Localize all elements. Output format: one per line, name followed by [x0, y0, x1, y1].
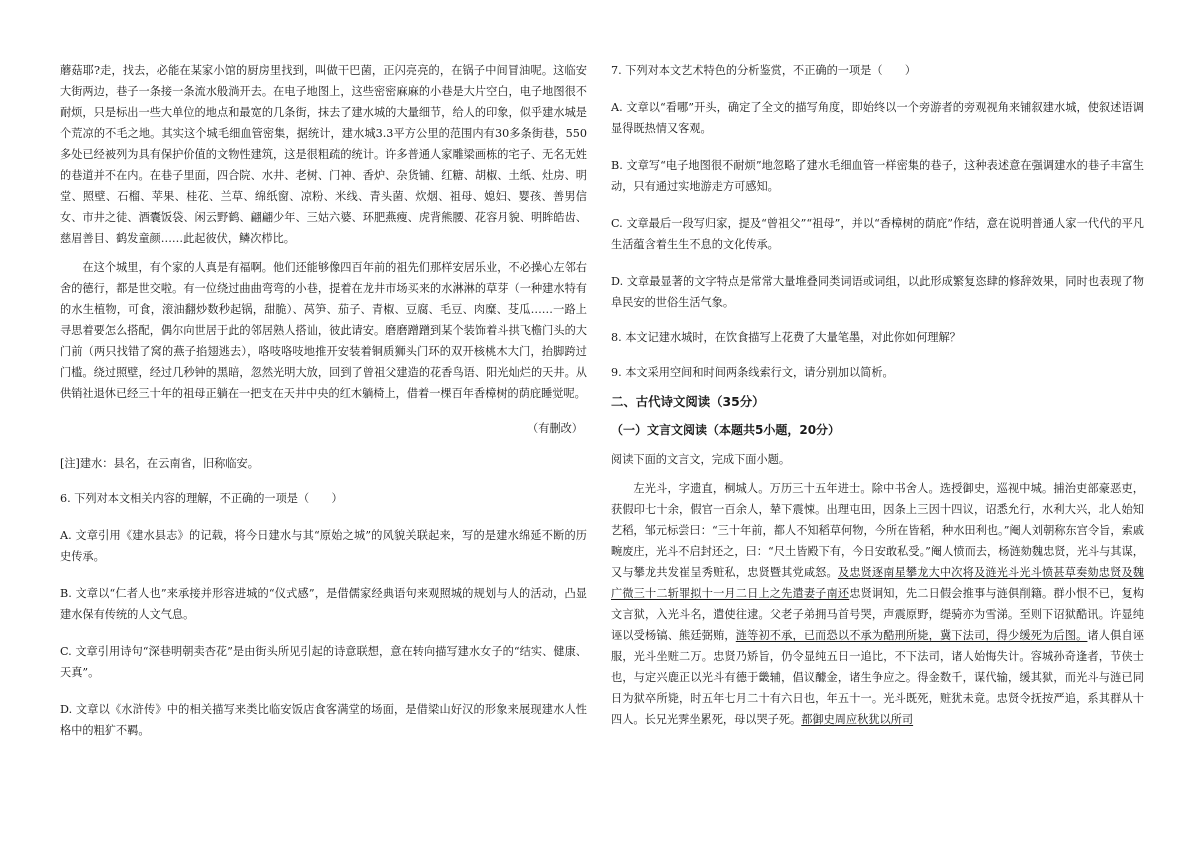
question-7: 7. 下列对本文艺术特色的分析鉴赏，不正确的一项是（ ） [611, 64, 917, 77]
question-6: 6. 下列对本文相关内容的理解，不正确的一项是（ ） [60, 492, 343, 505]
footnote: [注]建水：县名，在云南省，旧称临安。 [60, 457, 259, 470]
subsection-heading: （一）文言文阅读（本题共5小题，20分） [611, 423, 841, 437]
underlined-sentence: 及忠贤逐南星攀龙大中次将及涟光斗光斗愤甚草奏劾忠贤及魏广微三十二斩罪拟十一月二日上之先遣妻子南还 [611, 566, 1144, 600]
question-6-option-b: B. 文章以“仁者人也”来承接并形容进城的“仪式感”，是借儒家经典语句来观照城的规划与人的活动，凸显建水保有传统的人文气息。 [60, 587, 587, 621]
right-column [611, 60, 1144, 730]
question-7-option-d: D. 文章最显著的文字特点是常常大量堆叠同类词语或词组，以此形成繁复恣肆的修辞效果，同时也表现了物阜民安的世俗生活气象。 [611, 275, 1144, 309]
underlined-sentence: 都御史周应秋犹以所司 [801, 713, 914, 726]
section-heading: 二、古代诗文阅读（35分） [611, 394, 765, 409]
question-8: 8. 本文记建水城时，在饮食描写上花费了大量笔墨，对此你如何理解？ [611, 331, 961, 344]
classical-passage [611, 478, 1144, 730]
question-6-option-d: D. 文章以《水浒传》中的相关描写来类比临安饭店食客满堂的场面，是借梁山好汉的形象来展现建水人性格中的粗犷不羁。 [60, 703, 587, 737]
question-7-option-b: B. 文章写“电子地图很不耐烦”地忽略了建水毛细血管一样密集的巷子，这种表述意在强调建水的巷子丰富生动，只有通过实地游走方可感知。 [611, 159, 1144, 193]
question-7-option-a: A. 文章以“看哪”开头，确定了全文的描写角度，即始终以一个旁游者的旁观视角来铺叙建水城，使叙述语调显得既热情又客观。 [611, 101, 1144, 135]
question-7-option-c: C. 文章最后一段写归家，提及“曾祖父”“祖母”，并以“香樟树的荫庇”作结，意在说明普通人家一代代的平凡生活蕴含着生生不息的文化传承。 [611, 217, 1144, 251]
reading-instruction: 阅读下面的文言文，完成下面小题。 [611, 453, 791, 466]
passage-text: 忠贤诇知，先二日假会推事与涟俱削籍。群小恨不已，复构文言狱，入光斗名，遣使往逮。父老子弟拥马首号哭，声震原野，缇骑亦为雪涕。至则下诏狱酷讯。许显纯诬以受杨镐、熊廷弼贿， [611, 587, 1144, 642]
question-6-option-a: A. 文章引用《建水县志》的记载，将今日建水与其“原始之城”的风貌关联起来，写的是建水绵延不断的历史传承。 [60, 529, 587, 563]
passage-paragraph: 蘑菇耶?走，找去，必能在某家小馆的厨房里找到，叫做干巴菌，正闪亮亮的，在锅子中间冒油呢。这临安大街两边，巷子一条接一条流水般淌开去。在电子地图上，这些密密麻麻的小巷是大片空白，电子地图很不耐烦，只是标出一些大单位的地点和最宽的几条街，抹去了建水城的大量细节，给人的印象，似乎建水城是个荒凉的不毛之地。其实这个城毛细血管密集，据统计，建水城3.3平方公里的范围内有30多条街巷，550多处已经被列为具有保护价值的文物性建筑，这是很粗疏的统计。许多普通人家雕梁画栋的宅子、无名无姓的巷道并不在内。在巷子里面，四合院、水井、老树、门神、香炉、杂货铺、红糖、胡椒、土纸、灶房、明堂、照壁、石榴、苹果、桂花、兰草、绵纸窗、凉粉、米线、青头菌、炊烟、祖母、媳妇、婴孩、善男信女、市井之徒、酒囊饭袋、闲云野鹤、翩翩少年、三姑六婆、环肥燕瘦、虎背熊腰、花容月貌、明眸皓齿、慈眉善目、鹤发童颜……此起彼伏，鳞次栉比。 [60, 64, 587, 245]
question-6-option-c: C. 文章引用诗句“深巷明朝卖杏花”是由街头所见引起的诗意联想，意在转向描写建水女子的“结实、健康、天真”。 [60, 645, 587, 679]
passage-text: 左光斗，字遗直，桐城人。万历三十五年进士。除中书舍人。选授御史，巡视中城。捕治吏部豪恶吏，获假印七十余，假官一百余人，辇下震悚。出理屯田，因条上三因十四议，诏悉允行，水利大兴，北人始知艺稻，邹元标尝曰：“三十年前，都人不知稻草何物，今所在皆稻，种水田利也。”阉人刘朝称东宫令旨，索戚畹废庄，光斗不启封还之，曰：“尺土皆殿下有，今日安敢私受。”阉人愤而去，杨涟劾魏忠贤，光斗与其谋，又与攀龙共发崔呈秀赃私，忠贤暨其党咸怒。 [611, 482, 1144, 579]
question-9: 9. 本文采用空间和时间两条线索行文，请分别加以简析。 [611, 366, 894, 379]
passage-paragraph: 在这个城里，有个家的人真是有福啊。他们还能够像四百年前的祖先们那样安居乐业，不必操心左邻右舍的德行，都是世交啦。有一位绕过曲曲弯弯的小巷，提着在龙井市场买来的水淋淋的草芽（一种建水特有的水生植物，可食，滚油翻炒数秒起锅，甜脆）、莴笋、茄子、青椒、豆腐、毛豆、肉糜、芟瓜……一路上寻思着要怎么搭配，偶尔向世居于此的邻居熟人搭讪，彼此请安。磨磨蹭蹭到某个装饰着斗拱飞檐门头的大门前（两只找错了窝的燕子掐翅逃去），咯吱咯吱地推开安装着铜质狮头门环的双开核桃木大门，抬脚跨过门槛。绕过照壁，经过几秒钟的黑暗，忽然光明大放，回到了曾祖父建造的花香鸟语、阳光灿烂的天井。从供销社退休已经三十年的祖母正躺在一把支在天井中央的红木躺椅上，借着一棵百年香樟树的荫庇睡觉呢。 [60, 261, 587, 400]
underlined-sentence: 涟等初不承，已而恐以不承为酷刑所毙，冀下法司，得少缓死为后图。 [735, 629, 1088, 642]
source-note: （有删改） [527, 422, 583, 435]
left-column [60, 60, 587, 741]
passage-text: 诸人俱自诬服，光斗坐赃二万。忠贤乃矫旨，仍令显纯五日一追比，不下法司，诸人始悔失计。容城孙奇逢者，节侠士也，与定兴鹿正以光斗有德于畿辅，倡议醵金，诸生争应之。得金数千，谋代输，缓其狱，而光斗与涟已同日为狱卒所毙，时五年七月二十有六日也，年五十一。光斗既死，赃犹未竟。忠贤令抚按严追，系其群从十四人。长兄光霁坐累死，母以哭子死。 [611, 629, 1144, 726]
